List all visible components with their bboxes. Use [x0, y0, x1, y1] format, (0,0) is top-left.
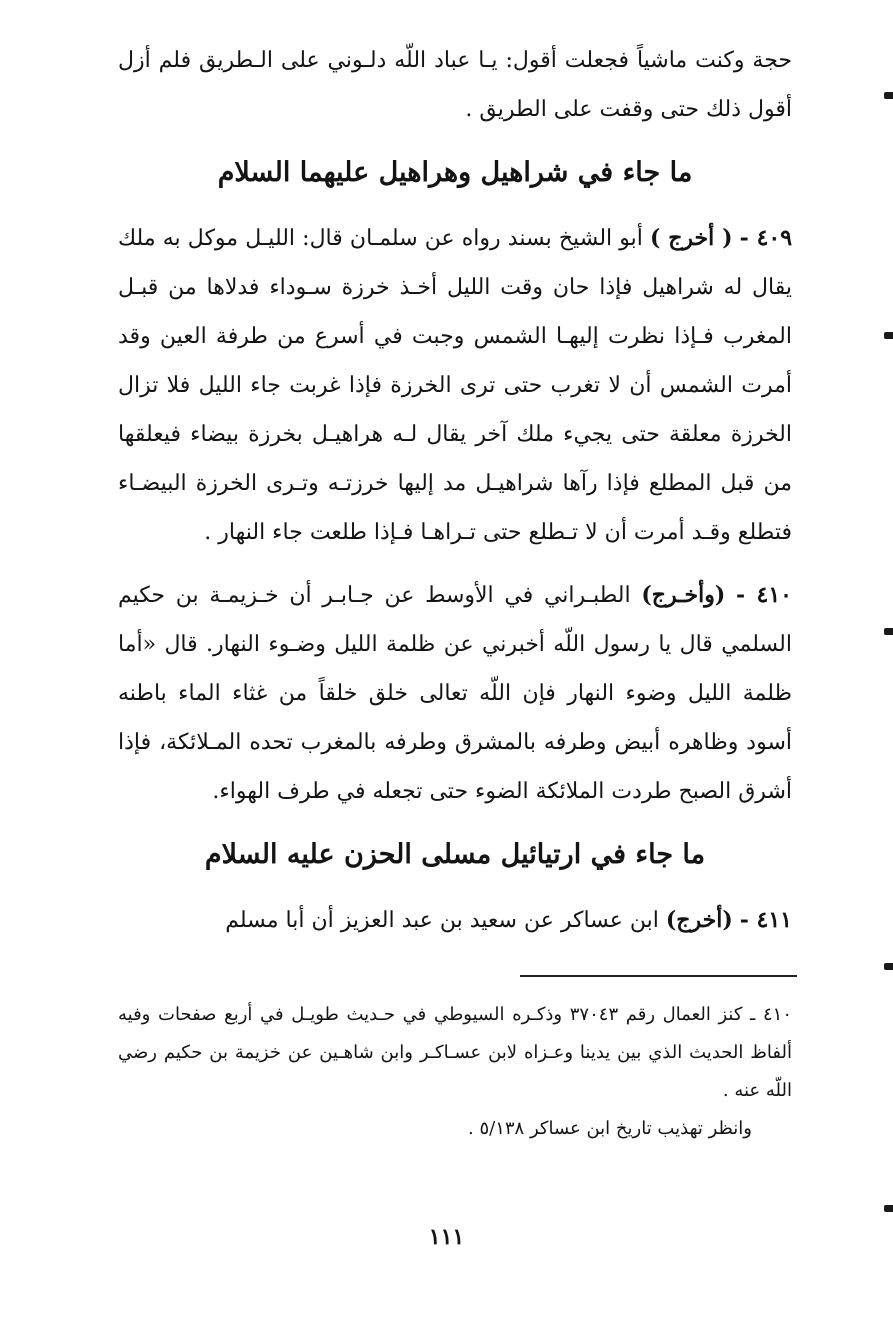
entry-label: (أخرج) — [665, 907, 733, 933]
scan-edge-mark — [884, 963, 893, 970]
scan-edge-mark — [884, 628, 893, 635]
section-heading-irtiyail: ما جاء في ارتيائيل مسلى الحزن عليه السلام — [204, 839, 706, 870]
intro-paragraph: حجة وكنت ماشياً فجعلت أقول: يـا عباد اللّه دلـوني على الـطريق فلم أزل أقول ذلك حتى وقفت على الطريق . — [118, 48, 792, 122]
scan-edge-mark — [884, 332, 893, 339]
entry-411 — [118, 896, 792, 945]
section-heading-sharahil: ما جاء في شراهيل وهراهيل عليهما السلام — [217, 157, 693, 188]
entry-number: ٤١٠ - — [736, 582, 792, 608]
scan-edge-mark — [884, 92, 893, 99]
footnote-reference: وانظر تهذيب تاريخ ابن عساكر ٥/١٣٨ . — [468, 1118, 752, 1139]
footnotes — [118, 996, 792, 1148]
main-text — [118, 36, 792, 945]
entry-text: أبو الشيخ بسند رواه عن سلمـان قال: الليـل موكل به ملك يقال له شراهيل فإذا حان وقت الليل أخـذ خرزة سـوداء فدلاها من قبـل المغرب فـإذا نظرت إليهـا الشمس وجبت في أسرع من طرفة العين وقد أمرت الشمس أن لا تغرب حتى ترى الخرزة فإذا غربت جاء الليل فلا تزال الخرزة معلقة حتى يجيء ملك آخر يقال لـه هراهيـل بخرزة بيضاء فيعلقها من قبل المطلع فإذا رآها شراهيـل مد إليها خرزتـه وتـرى الخرزة البيضـاء فتطلع وقـد أمرت أن لا تـطلع حتى تـراهـا فـإذا طلعت جاء النهار . — [118, 226, 792, 545]
footnote-divider — [520, 975, 797, 977]
footnote-410: ٤١٠ ـ كنز العمال رقم ٣٧٠٤٣ وذكـره السيوطي في حـديث طويـل في أربع صفحات وفيه ألفاظ الحديث الذي بين يدينا وعـزاه لابن عسـاكـر وابن شاهـين عن خزيمة بن حكيم رضي اللّه عنه . — [118, 1004, 792, 1101]
entry-label: ( أخرج ) — [650, 225, 733, 251]
entry-label: (وأخـرج) — [641, 582, 726, 608]
entry-number: ٤١١ - — [739, 907, 792, 933]
scan-edge-mark — [884, 1205, 893, 1212]
entry-text: ابن عساكر عن سعيد بن عبد العزيز أن أبا مسلم — [225, 908, 659, 933]
entry-409 — [118, 214, 792, 557]
page-number: ١١١ — [428, 1224, 465, 1250]
entry-text: الطبـراني في الأوسط عن جـابـر أن خـزيمـة بن حكيم السلمي قال يا رسول اللّه أخبرني عن ظلمة الليل وضـوء النهار. قال «أما ظلمة الليل وضوء النهار فإن اللّه تعالى خلق خلقاً من غثاء الماء باطنه أسود وظاهره أبيض وطرفه بالمشرق وطرفه بالمغرب تحده المـلائكة، فإذا أشرق الصبح طردت الملائكة الضوء حتى تجعله في طرف الهواء. — [118, 583, 792, 804]
entry-number: ٤٠٩ - — [739, 225, 793, 251]
entry-410 — [118, 571, 792, 816]
